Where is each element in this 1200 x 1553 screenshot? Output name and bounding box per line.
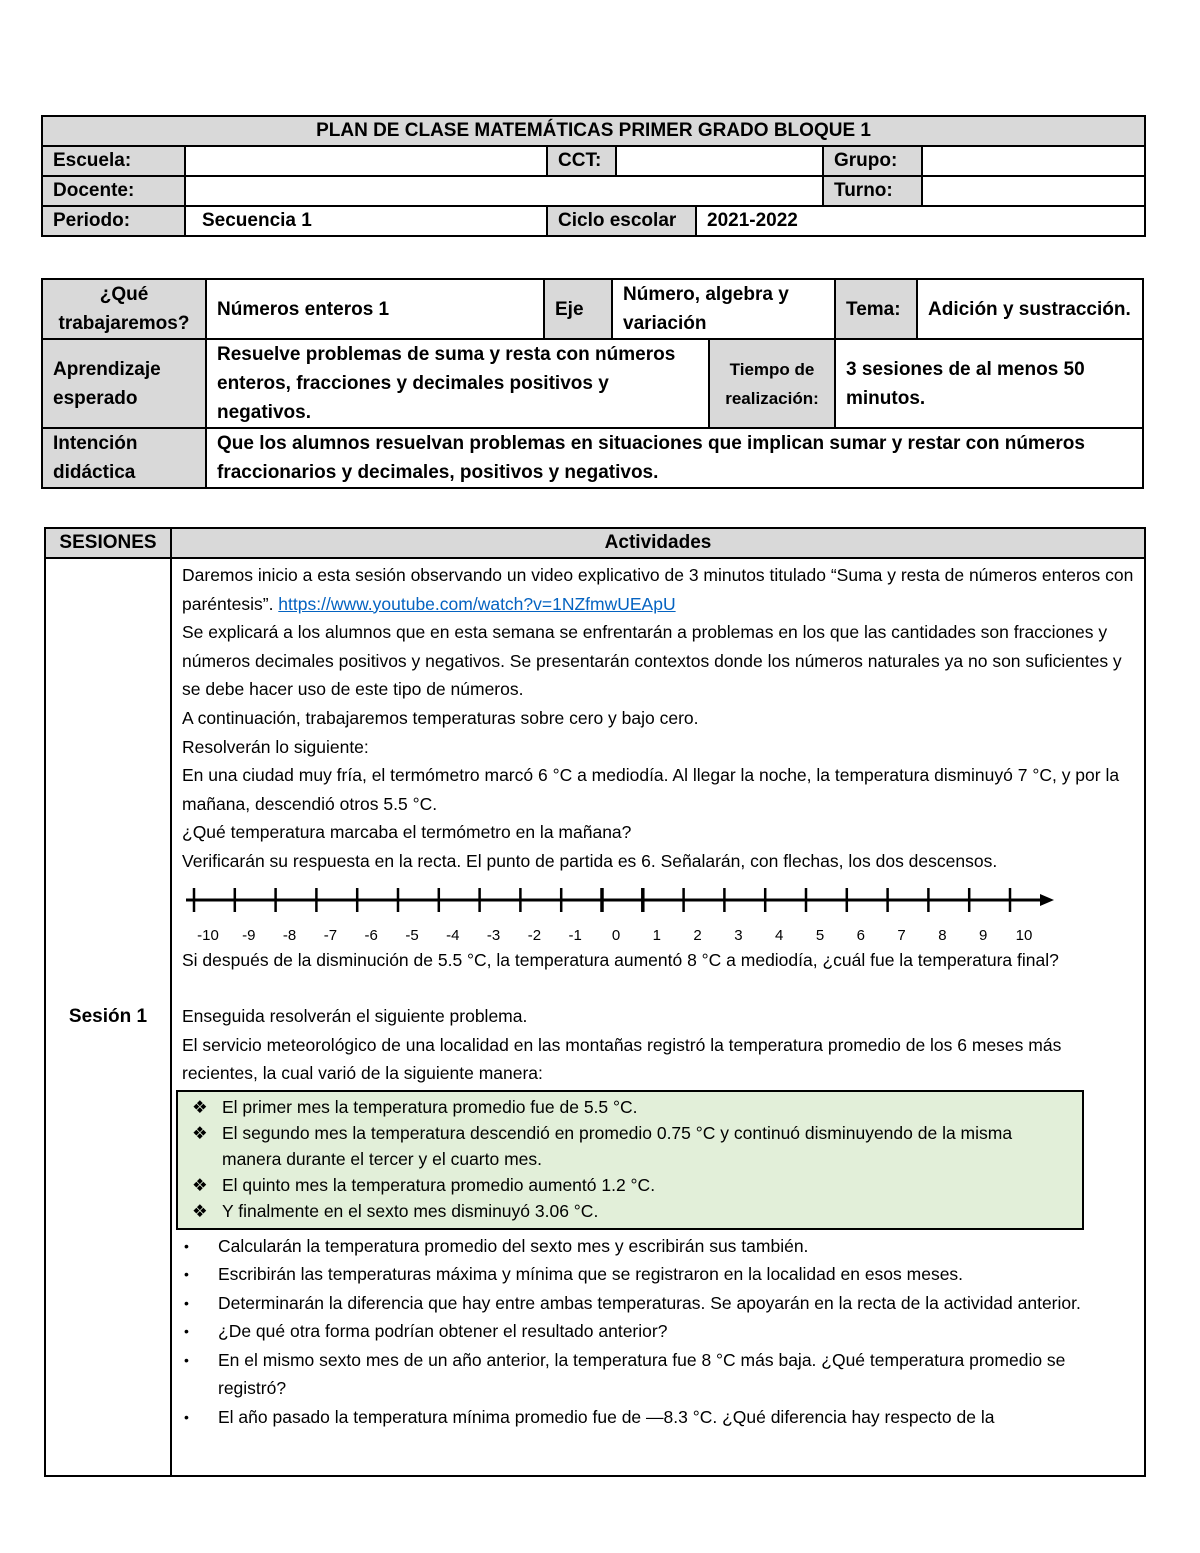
number-line-label: -10 xyxy=(197,926,219,944)
task-item xyxy=(182,1346,1136,1403)
task-item-text: El año pasado la temperatura mínima promedio fue de —8.3 °C. ¿Qué diferencia hay respecto de la xyxy=(218,1406,995,1427)
number-line-label: -5 xyxy=(405,926,419,944)
task-list xyxy=(182,1232,1136,1432)
cct-label: CCT: xyxy=(547,146,616,176)
turno-field[interactable] xyxy=(922,176,1145,206)
paragraph-after: Si después de la disminución de 5.5 °C, la temperatura aumentó 8 °C a mediodía, ¿cuál fue la temperatura final? xyxy=(182,949,1059,970)
number-line-label: -3 xyxy=(486,926,501,944)
temperature-box xyxy=(176,1090,1084,1230)
paragraph-problem: En una ciudad muy fría, el termómetro marcó 6 °C a mediodía. Al llegar la noche, la temperatura disminuyó 7 °C, y por la mañana, descendió otros 5.5 °C. xyxy=(182,765,1120,814)
turno-label: Turno: xyxy=(823,176,922,206)
bullet-icon: • xyxy=(184,1323,189,1340)
grupo-field[interactable] xyxy=(922,146,1145,176)
intencion-label: Intención didáctica xyxy=(42,428,206,488)
task-item-text: Calcularán la temperatura promedio del sexto mes y escribirán sus también. xyxy=(218,1235,809,1256)
grupo-label: Grupo: xyxy=(823,146,922,176)
activities-cell xyxy=(171,558,1145,1476)
paragraph-explain: Se explicará a los alumnos que en esta semana se enfrentarán a problemas en los que las cantidades son fracciones y números decimales positivos y negativos. Se presentarán contextos donde los números naturales ya no son suficientes y se debe hacer uso de este tipo de números. xyxy=(182,622,1122,700)
paragraph-next: Enseguida resolverán el siguiente problema. xyxy=(182,1006,528,1027)
task-item xyxy=(182,1403,1136,1432)
bullet-icon: • xyxy=(184,1351,189,1368)
bullet-icon: • xyxy=(184,1266,189,1283)
number-line xyxy=(182,878,1136,946)
paragraph-service: El servicio meteorológico de una localidad en las montañas registró la temperatura promedio de los 6 meses más recientes, la cual varió de la siguiente manera: xyxy=(182,1034,1062,1084)
cct-field[interactable] xyxy=(616,146,823,176)
temperature-item xyxy=(192,1120,1072,1172)
number-line-label: 8 xyxy=(938,926,947,944)
diamond-bullet-icon: ❖ xyxy=(192,1174,208,1195)
tiempo-label: Tiempo de realización: xyxy=(709,339,835,428)
diamond-bullet-icon: ❖ xyxy=(192,1122,208,1143)
tiempo-value: 3 sesiones de al menos 50 minutos. xyxy=(835,339,1143,428)
eje-label: Eje xyxy=(544,279,612,339)
tema-value: Adición y sustracción. xyxy=(917,279,1143,339)
temperature-item xyxy=(192,1198,1072,1224)
temperature-item-text: El quinto mes la temperatura promedio aumentó 1.2 °C. xyxy=(222,1174,656,1195)
diamond-bullet-icon: ❖ xyxy=(192,1096,208,1117)
number-line-label: 10 xyxy=(1015,926,1033,944)
intro-text: Daremos inicio a esta sesión observando un video explicativo de 3 minutos titulado “Suma y resta de números enteros con paréntesis”. xyxy=(182,565,1134,614)
number-line-label: -9 xyxy=(242,926,256,944)
task-item xyxy=(182,1232,1136,1261)
paragraph-resolve: Resolverán lo siguiente: xyxy=(182,736,369,757)
tema-label: Tema: xyxy=(835,279,917,339)
paragraph-question: ¿Qué temperatura marcaba el termómetro en la mañana? xyxy=(182,822,632,843)
aprendizaje-value: Resuelve problemas de suma y resta con números enteros, fracciones y decimales positivos y negativos. xyxy=(206,339,709,428)
task-item-text: Escribirán las temperaturas máxima y mínima que se registraron en la localidad en esos meses. xyxy=(218,1264,964,1285)
video-link[interactable]: https://www.youtube.com/watch?v=1NZfmwUEApU xyxy=(278,593,676,614)
task-item xyxy=(182,1317,1136,1346)
number-line-label: -6 xyxy=(364,926,378,944)
paragraph-verify: Verificarán su respuesta en la recta. El punto de partida es 6. Señalarán, con flechas, los dos descensos. xyxy=(182,850,998,871)
periodo-label: Periodo: xyxy=(42,206,185,236)
actividades-header: Actividades xyxy=(171,528,1145,558)
blank-line xyxy=(182,974,1136,1002)
task-item-text: ¿De qué otra forma podrían obtener el resultado anterior? xyxy=(218,1321,668,1342)
diamond-bullet-icon: ❖ xyxy=(192,1200,208,1221)
temperature-item-text: El primer mes la temperatura promedio fue de 5.5 °C. xyxy=(222,1096,638,1117)
task-item-text: Determinarán la diferencia que hay entre ambas temperaturas. Se apoyarán en la recta de la actividad anterior. xyxy=(218,1292,1081,1313)
docente-field[interactable] xyxy=(185,176,823,206)
temperature-item xyxy=(192,1094,1072,1120)
number-line-label: -7 xyxy=(323,926,338,944)
paragraph-intro xyxy=(182,561,1136,618)
intencion-value: Que los alumnos resuelvan problemas en situaciones que implican sumar y restar con números fraccionarios y decimales, positivos y negativos. xyxy=(206,428,1143,488)
number-line-label: -4 xyxy=(446,926,460,944)
docente-label: Docente: xyxy=(42,176,185,206)
eje-value: Número, algebra y variación xyxy=(612,279,835,339)
number-line-label: 5 xyxy=(815,926,825,944)
number-line-label: 1 xyxy=(652,926,661,944)
task-item-text: En el mismo sexto mes de un año anterior, la temperatura fue 8 °C más baja. ¿Qué temperatura promedio se registró? xyxy=(218,1349,1066,1399)
plan-title: PLAN DE CLASE MATEMÁTICAS PRIMER GRADO BLOQUE 1 xyxy=(42,116,1145,146)
aprendizaje-label: Aprendizaje esperado xyxy=(42,339,206,428)
que-value: Números enteros 1 xyxy=(206,279,544,339)
number-line-label: -1 xyxy=(568,926,582,944)
paragraph-continue: A continuación, trabajaremos temperaturas sobre cero y bajo cero. xyxy=(182,707,699,728)
sessions-table xyxy=(44,527,1146,1477)
ciclo-label: Ciclo escolar xyxy=(547,206,696,236)
task-item xyxy=(182,1289,1136,1318)
number-line-label: 2 xyxy=(693,926,702,944)
bullet-icon: • xyxy=(184,1294,189,1311)
bullet-icon: • xyxy=(184,1237,189,1254)
arrow-right-icon xyxy=(1040,894,1054,906)
bullet-icon: • xyxy=(184,1408,189,1425)
number-line-label: 7 xyxy=(897,926,906,944)
number-line-svg xyxy=(182,878,1082,946)
ciclo-value: 2021-2022 xyxy=(696,206,1145,236)
sesiones-header: SESIONES xyxy=(45,528,171,558)
temperature-item-text: Y finalmente en el sexto mes disminuyó 3.06 °C. xyxy=(222,1200,599,1221)
number-line-label: 9 xyxy=(979,926,988,944)
temperature-item-text: El segundo mes la temperatura descendió en promedio 0.75 °C y continuó disminuyendo de la misma manera durante el tercer y el cuarto mes. xyxy=(222,1122,1013,1169)
number-line-label: 4 xyxy=(775,926,784,944)
number-line-label: 0 xyxy=(611,926,621,944)
task-item xyxy=(182,1260,1136,1289)
que-label: ¿Qué trabajaremos? xyxy=(42,279,206,339)
info-table xyxy=(41,278,1144,489)
number-line-label: 3 xyxy=(734,926,743,944)
header-table xyxy=(41,115,1146,237)
number-line-label: -8 xyxy=(282,926,297,944)
periodo-value: Secuencia 1 xyxy=(185,206,547,236)
temperature-item xyxy=(192,1172,1072,1198)
number-line-label: 6 xyxy=(856,926,865,944)
escuela-field[interactable] xyxy=(185,146,547,176)
session-label: Sesión 1 xyxy=(45,558,171,1476)
escuela-label: Escuela: xyxy=(42,146,185,176)
number-line-label: -2 xyxy=(527,926,542,944)
